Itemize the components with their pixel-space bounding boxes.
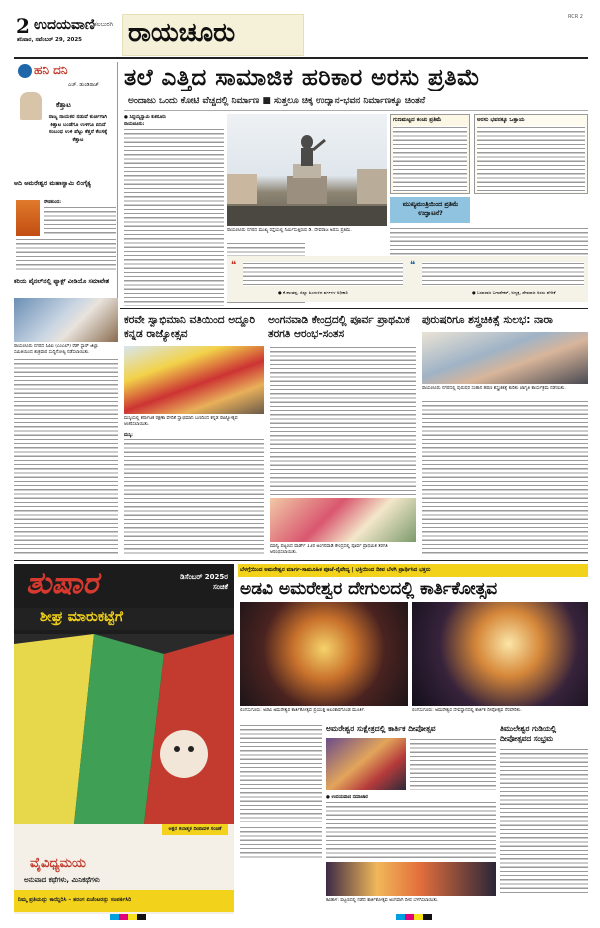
adavi-body-4 — [500, 748, 588, 896]
statue-photo — [227, 114, 387, 226]
adavi-caption-1: ಲಿಂಗಸುಗೂರು: ಅಡವಿ ಅಮರೇಶ್ವರ ಕಾರ್ತಿಕೋತ್ಸವ ಪ್ರಯುಕ್ತ ಅಲಂಕಾರಗೊಂಡ ಮೂರ್ತಿ. — [240, 708, 366, 713]
adavi-sub-1: ಅಮರೇಶ್ವರ ಸುಕ್ಷೇತ್ರದಲ್ಲಿ ಕಾರ್ತಿಕ ದೀಪೋತ್ಸವ — [326, 724, 436, 733]
sub-rule — [124, 110, 588, 111]
city-label: ಕಲಬುರಗಿ — [94, 21, 114, 28]
adavi-sub-2: ತಿಮುಲೇಶ್ವರ ಗುಡಿಯಲ್ಲಿ ದೀಪೋತ್ಸವದ ಸಂಭ್ರಮ — [500, 724, 557, 743]
ad-brand: ತುಷಾರ — [26, 566, 99, 601]
left-dateline-1: ರೌಡಕುಂದ: — [44, 200, 62, 205]
ad-topic: ವೈವಿಧ್ಯಮಯ — [30, 856, 86, 871]
kv-caption: ಮಸ್ಕಿಯಲ್ಲಿ ಕರ್ನಾಟಕ ರಕ್ಷಣಾ ವೇದಿಕೆ ಸ್ವಾಭಿಮಾನಿ ಬಣದಿಂದ ಕನ್ನಡ ರಾಜ್ಯೋತ್ಸವ ಆಚರಿಸಲಾಯಿತು. — [124, 416, 238, 427]
quote-body-2 — [422, 262, 584, 286]
left-body-1b — [16, 238, 116, 272]
adavi-headline: ಅಡವಿ ಅಮರೇಶ್ವರ ದೇಗುಲದಲ್ಲಿ ಕಾರ್ತಿಕೋತ್ಸವ — [240, 579, 498, 599]
ad-issue: ಡಿಸೆಂಬರ್ 2025ರ ಸಂಚಿಕೆ — [180, 573, 228, 591]
ang-headline: ಅಂಗನವಾಡಿ ಕೇಂದ್ರದಲ್ಲಿ ಪೂರ್ವ ಪ್ರಾಥಮಿಕ ತರಗತಿ ಆರಂಭ-ಸಂತಸ — [268, 314, 410, 340]
kv-body — [124, 438, 264, 556]
side-body-1 — [393, 126, 467, 192]
adavi-photo-2 — [412, 602, 588, 706]
ad-tagline: ಶೀಘ್ರ ಮಾರುಕಟ್ಟೆಗೆ — [40, 609, 123, 625]
ang-body — [270, 346, 416, 496]
section-title: ರಾಯಚೂರು — [128, 18, 236, 48]
left-body-1 — [44, 206, 116, 236]
hani-title: ಹನಿ ದನಿ — [34, 63, 68, 77]
adavi-body-1 — [240, 724, 322, 822]
masthead-rule — [14, 57, 588, 59]
main-body — [124, 128, 224, 306]
adavi-photo-4 — [326, 862, 496, 896]
statue-caption: ರಾಯಚೂರು ನಗರದ ಮುಖ್ಯ ರಸ್ತೆಯಲ್ಲಿ ನಿರ್ಮಿಸುತ್ತಿರುವ ಡಿ. ದೇವರಾಜ ಅರಸು ಪ್ರತಿಮೆ. — [227, 228, 352, 233]
quote-author-2: ● ಬಸವರಾಜ ಬಗಾಡೇಕರ್, ಅಧ್ಯಕ್ಷ, ಡೇವರಾಜ ಅರಸು ವೇದಿಕೆ — [472, 290, 556, 295]
left-headline-1: ಆದಿ ಅಮರೇಶ್ವರ ಮಹಾಸ್ವಾಮಿ ಲಿಂಗೈಕ್ಯ — [14, 180, 91, 187]
side-title-2: ಅರಸು ಭವನಕ್ಕೂ ಒತ್ತಾಯ — [477, 117, 525, 123]
quote-icon-1: ❝ — [231, 260, 237, 271]
adavi-body-1b — [240, 826, 322, 859]
left-headline-2: ಕರಿಯ ಪೈನಲ್‌ನಲ್ಲಿ ಫ್ಯಾಕ್ಟ್ ವೀಡಿಯೊ ಸಮಾವೇಶ — [14, 278, 110, 285]
mid-rule — [14, 560, 588, 561]
color-marks-right — [396, 914, 432, 920]
adavi-caption-2: ಲಿಂಗಸುಗೂರು: ಅಮರೇಶ್ವರ ದೇವಸ್ಥಾನದಲ್ಲಿ ಕಾರ್ತಿಕ ದೀಪೋತ್ಸವ ನೆರವೇರಿತು. — [412, 708, 522, 713]
adavi-kicker: ಬೆಳಗ್ಗೆಯಿಂದ ಅಮರೇಶ್ವರ ಮಾರ್ಗ-ಸಾಮೂಹಿಕ ಪೂಜೆ-ನೈವೇದ್ಯ | ಭಕ್ತಿಯಿಂದ ದೀಪ ಬೆಳಗಿ ಪ್ರಾರ್ಥಿಸಿದ ಭಕ್ತರು — [240, 567, 431, 573]
pur-photo — [422, 332, 588, 384]
adavi-photo-1 — [240, 602, 408, 706]
adavi-byline: ● ಉದಯವಾಣಿ ಸಮಾಚಾರ — [326, 795, 368, 800]
left-photo-2 — [14, 298, 118, 342]
pur-body — [422, 400, 588, 556]
kv-headline: ಕರವೇ ಸ್ವಾಭಿಮಾನಿ ವತಿಯಿಂದ ಅದ್ದೂರಿ ಕನ್ನಡ ರಾಜ್ಯೋತ್ಸವ — [124, 314, 256, 340]
ang-caption: ಮಾನ್ವಿ ಪಟ್ಟಣದ ವಾರ್ಡ್ 13ರ ಅಂಗನವಾಡಿ ಕೇಂದ್ರದಲ್ಲಿ ಪೂರ್ವ ಪ್ರಾಥಮಿಕ ತರಗತಿ ಆರಂಭಿಸಲಾಯಿತು. — [270, 544, 388, 555]
side-body-2 — [477, 126, 585, 192]
quote-body-1 — [243, 262, 403, 286]
left-body-2 — [14, 358, 118, 556]
hani-logo — [18, 64, 32, 78]
pur-headline: ಪುರುಷರಿಗೂ ಶಸ್ತ್ರಚಿಕಿತ್ಸೆ ಸುಲಭ: ನಾರಾ — [422, 314, 553, 326]
left-caption-2: ರಾಯಚೂರು ನಗರದ ಸಿಪಿಐ (ಎಂಎಲ್) ರೆಡ್ ಸ್ಟಾರ್ ಜಿಲ್ಲಾ ಸಮಿತಿಯಿಂದ ಶುಕ್ರವಾರ ಸುದ್ದಿಗೋಷ್ಠಿ ನಡೆಸಲಾಯಿತು. — [14, 344, 99, 355]
main-byline: ● ಸಿದ್ದಯ್ಯಸ್ವಾಮಿ ಕುಕನೂರು — [124, 115, 166, 120]
quote-author-1: ● ಕೆ.ಶಾಂತಪ್ಪ, ಜಿಲ್ಲಾ ಹಿಂದುಳಿದ ವರ್ಗಗಳ ಅಧಿಕಾರಿ — [278, 290, 348, 295]
ad-footer: ನಿಮ್ಮ ಪ್ರತಿಯನ್ನು ಕಾಯ್ದಿರಿಸಿ – ತರಂಗ ಏಜೆಂಟರನ್ನು ಸಂಪರ್ಕಿಸಿರಿ — [18, 897, 132, 903]
hani-avatar — [20, 92, 42, 120]
hani-poem-title: ಕೆತ್ತಾಟ — [56, 101, 71, 109]
main-body-3 — [390, 227, 588, 255]
ad-badge: ಅಕ್ಷರ ಕಲಾತ್ಮಕ ದೀಪಾವಳಿ ಸಂಚಿಕೆ — [162, 824, 228, 835]
adavi-caption-3: ಕವಿತಾಳ: ಪಟ್ಟಣದಲ್ಲಿ ನಡೆದ ಕಾರ್ತಿಕೋತ್ಸವ ಅಂಗವಾಗಿ ದೀಪ ಬೆಳಗಿಸಲಾಯಿತು. — [326, 898, 439, 903]
highlight-text: ಮುಖ್ಯಮಂತ್ರಿಯಿಂದ ಪ್ರತಿಮೆ ಉದ್ಘಾಟನೆ? — [402, 201, 459, 217]
main-subhead: ಅಂದಾಜು ಒಂದು ಕೋಟಿ ವೆಚ್ಚದಲ್ಲಿ ನಿರ್ಮಾಣ ■ ಸುತ್ತಲೂ ಚಿಕ್ಕ ಉದ್ಯಾನ-ಭವನ ನಿರ್ಮಾಣಕ್ಕೂ ಚಿಂತನೆ — [128, 96, 426, 106]
side-title-1: ಗುಣಮಟ್ಟದ ಕಂಚು ಪ್ರತಿಮೆ — [393, 117, 442, 123]
page-number: 2 — [16, 14, 30, 38]
hani-poem: ರಾಜ್ಯ ನಾಯಕರ ನಡುವೆ ಕುರ್ಚಿಗಾಗಿ ಕಿತ್ತಾಟ ಬಂಡೆಗೂ ಉಳಿಗೂ ಏನಿದೆ ಸಂಬಂಧ ಉಳಿ ಪೆಟ್ಟು ಕೆತ್ತನೆ ಕೆಲಸಕ್ಕೆ ಕೆತ್ತಾಟ — [48, 114, 108, 143]
statue-illustration — [227, 114, 387, 226]
main-dateline: ರಾಯಚೂರು: — [124, 122, 145, 127]
paper-name: ಉದಯವಾಣಿ — [34, 17, 95, 33]
pur-caption: ರಾಯಚೂರು ನಗರದಲ್ಲಿ ಪುರುಷರ ಸಂತಾನ ಹರಣ ಶಸ್ತ್ರಚಿಕಿತ್ಸೆ ಕುರಿತು ಜಾಗೃತಿ ಕಾರ್ಯಕ್ರಮ ನಡೆಯಿತು. — [422, 386, 566, 391]
ang-photo — [270, 498, 416, 542]
ad-features: ಅನುವಾದ ಕಥೆಗಳು, ಮಿನಿಕಥೆಗಳು — [24, 876, 100, 884]
edition-code: RCR 2 — [568, 14, 583, 20]
quote-icon-2: ❝ — [410, 260, 416, 271]
date-line: ಶನಿವಾರ, ನವೆಂಬರ್ 29, 2025 — [17, 37, 82, 43]
hani-author: ಎಚ್. ಡುಂಡಿರಾಜ್ — [68, 82, 99, 88]
swamiji-photo — [16, 200, 40, 236]
adavi-body-2 — [410, 738, 496, 790]
adavi-photo-3 — [326, 738, 406, 790]
main-headline: ತಲೆ ಎತ್ತಿದ ಸಾಮಾಜಿಕ ಹರಿಕಾರ ಅರಸು ಪ್ರತಿಮೆ — [124, 64, 481, 91]
kv-photo — [124, 346, 264, 414]
adavi-body-3 — [326, 801, 496, 859]
color-marks-left — [110, 914, 146, 920]
main-bottom-rule — [120, 308, 588, 309]
kv-dateline: ಮಸ್ಕಿ: — [124, 433, 133, 438]
